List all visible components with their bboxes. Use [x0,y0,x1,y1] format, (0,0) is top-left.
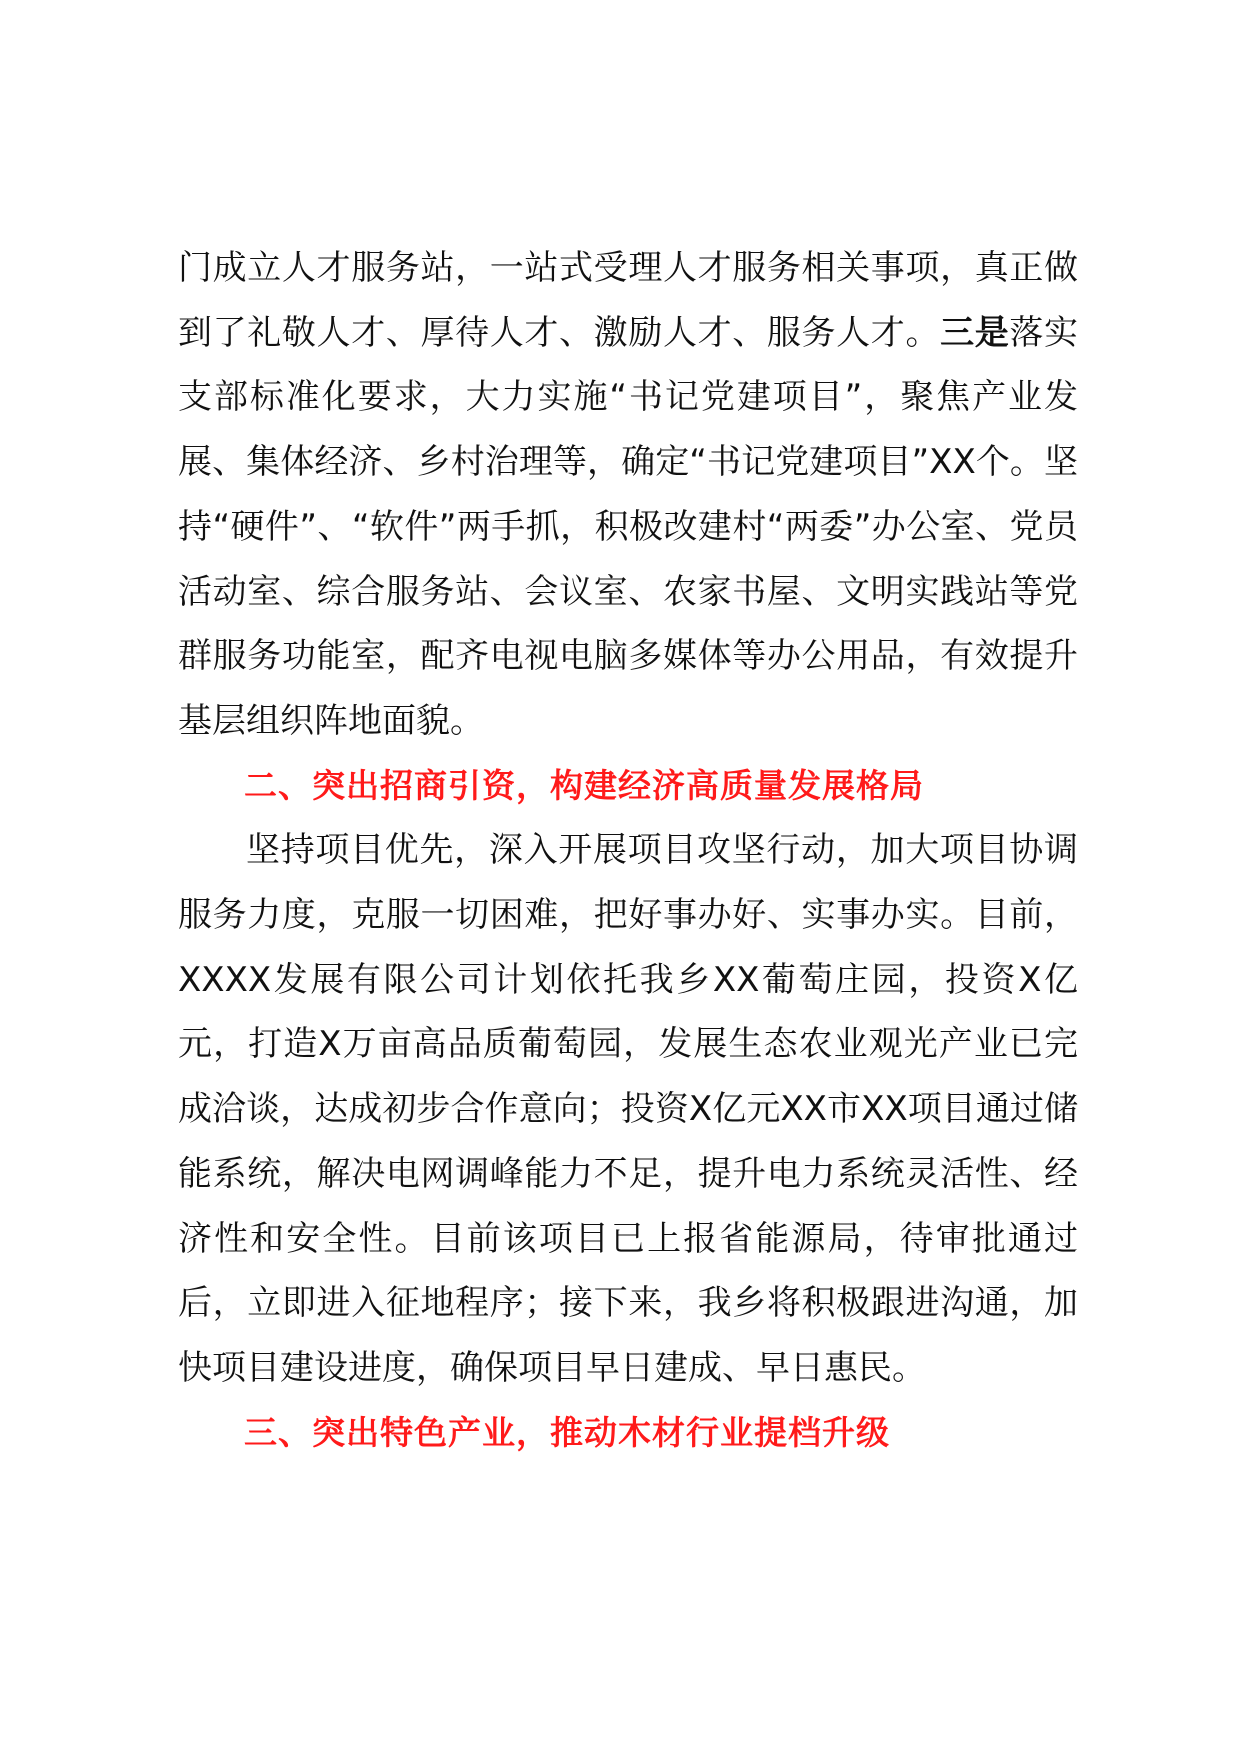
body-paragraph-2: 坚持项目优先，深入开展项目攻坚行动，加大项目协调服务力度，克服一切困难，把好事办好、实事办实。目前，XXXX发展有限公司计划依托我乡XX葡萄庄园，投资X亿元，打造X万亩高品质葡萄园，发展生态农业观光产业已完成洽谈，达成初步合作意向；投资X亿元XX市XX项目通过储能系统，解决电网调峰能力不足，提升电力系统灵活性、经济性和安全性。目前该项目已上报省能源局，待审批通过后，立即进入征地程序；接下来，我乡将积极跟进沟通，加快项目建设进度，确保项目早日建成、早日惠民。 [178,830,1078,1388]
body-paragraph-1 [178,236,1078,754]
paragraph-text: 门成立人才服务站，一站式受理人才服务相关事项，真正做到了礼敬人才、厚待人才、激励人才、服务人才。 [178,248,1078,353]
paragraph-text: 落实支部标准化要求，大力实施“书记党建项目”，聚焦产业发展、集体经济、乡村治理等，确定“书记党建项目”XX个。坚持“硬件”、“软件”两手抓，积极改建村“两委”办公室、党员活动室、综合服务站、会议室、农家书屋、文明实践站等党群服务功能室，配齐电视电脑多媒体等办公用品，有效提升基层组织阵地面貌。 [178,312,1079,741]
emphasis-label: 三是 [940,312,1010,353]
document-body [178,236,1078,1465]
section-heading-3: 三、突出特色产业，推动木材行业提档升级 [244,1412,890,1452]
section-heading-2: 二、突出招商引资，构建经济高质量发展格局 [244,765,924,805]
